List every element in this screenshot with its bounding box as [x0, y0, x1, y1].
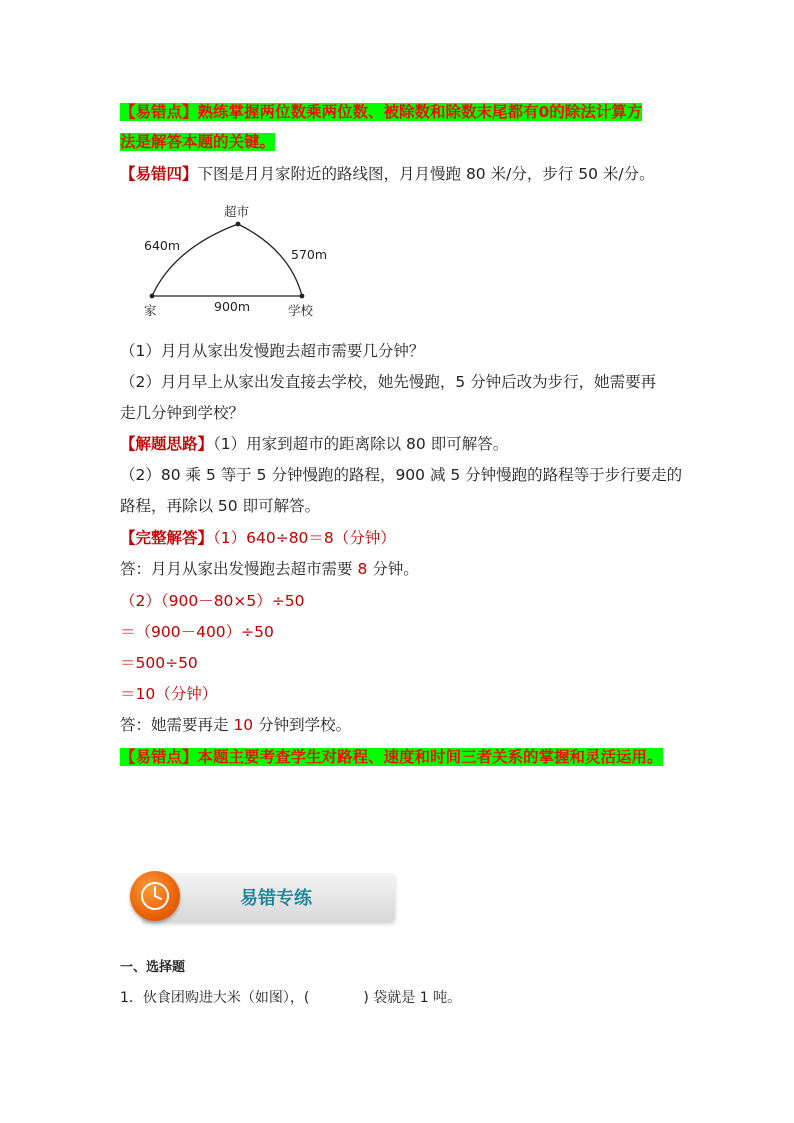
school-point: [300, 294, 305, 299]
market-point: [236, 222, 241, 227]
answer-1-suffix: 分钟。: [367, 560, 419, 578]
problem-statement: [120, 163, 655, 185]
full-answer-tag: 【完整解答】: [120, 529, 214, 547]
home-label: 家: [144, 303, 157, 318]
problem-text: 下图是月月家附近的路线图，月月慢跑 80 米/分，步行 50 米/分。: [197, 165, 655, 183]
sub-question-2-line-1: （2）月月早上从家出发直接去学校，她先慢跑，5 分钟后改为步行，她需要再: [120, 373, 657, 391]
clock-icon: [130, 871, 180, 921]
answer-2-equation-line-4: ＝10（分钟）: [120, 685, 218, 703]
answer-1-prefix: 答：月月从家出发慢跑去超市需要: [120, 560, 358, 578]
home-school-distance: 900m: [214, 299, 251, 314]
solution-idea-line-3: 路程，再除以 50 即可解答。: [120, 497, 321, 515]
key-point-summary: [120, 746, 663, 768]
answer-1-sentence: [120, 558, 419, 580]
key-point-paragraph-line-1: [120, 101, 642, 123]
solution-idea-text-1: （1）用家到超市的距离除以 80 即可解答。: [213, 435, 509, 453]
answer-2-value: 10: [233, 716, 254, 734]
solution-idea-line-2: （2）80 乘 5 等于 5 分钟慢跑的路程，900 减 5 分钟慢跑的路程等于步行要走的: [120, 466, 683, 484]
key-point-text: 熟练掌握两位数乘两位数、被除数和除数末尾都有0的除法计算方: [197, 103, 643, 121]
banner-title: 易错专练: [240, 888, 312, 909]
market-school-distance: 570m: [291, 247, 328, 262]
section-heading: 一、选择题: [120, 960, 186, 975]
key-point-text-continued: 法是解答本题的关键。: [120, 133, 276, 151]
choice-question-1-prefix: 1．伙食团购进大米（如图），(: [120, 990, 310, 1006]
key-point-paragraph-line-2: [120, 131, 275, 153]
sub-question-2-line-2: 走几分钟到学校？: [120, 404, 245, 422]
choice-question-1: [120, 987, 461, 1009]
answer-2-prefix: 答：她需要再走: [120, 716, 234, 734]
answer-1-value: 8: [357, 560, 368, 578]
solution-idea-tag: 【解题思路】: [120, 435, 214, 453]
key-point-tag: 【易错点】: [120, 103, 198, 121]
practice-section-banner: [122, 869, 395, 923]
choice-question-1-suffix: ) 袋就是 1 吨。: [363, 990, 462, 1006]
school-label: 学校: [288, 303, 314, 318]
answer-2-sentence: [120, 714, 351, 736]
market-label: 超市: [224, 204, 250, 219]
answer-2-equation-line-3: ＝500÷50: [120, 654, 198, 672]
answer-2-equation-line-1: （2）（900－80×5）÷50: [120, 592, 305, 610]
solution-idea-line-1: [120, 433, 508, 455]
home-market-distance: 640m: [144, 238, 181, 253]
answer-2-equation-line-2: ＝（900－400）÷50: [120, 623, 274, 641]
route-diagram: [130, 198, 350, 323]
answer-2-suffix: 分钟到学校。: [253, 716, 352, 734]
key-point-summary-tag: 【易错点】: [120, 748, 198, 766]
problem-tag: 【易错四】: [120, 165, 198, 183]
full-answer-line-1: [120, 527, 396, 549]
sub-question-1: （1）月月从家出发慢跑去超市需要几分钟？: [120, 342, 425, 360]
answer-1-equation: （1）640÷80＝8（分钟）: [213, 529, 396, 547]
home-to-market-path: [152, 224, 238, 296]
key-point-summary-text: 本题主要考查学生对路程、速度和时间三者关系的掌握和灵活运用。: [197, 748, 663, 766]
home-point: [150, 294, 155, 299]
